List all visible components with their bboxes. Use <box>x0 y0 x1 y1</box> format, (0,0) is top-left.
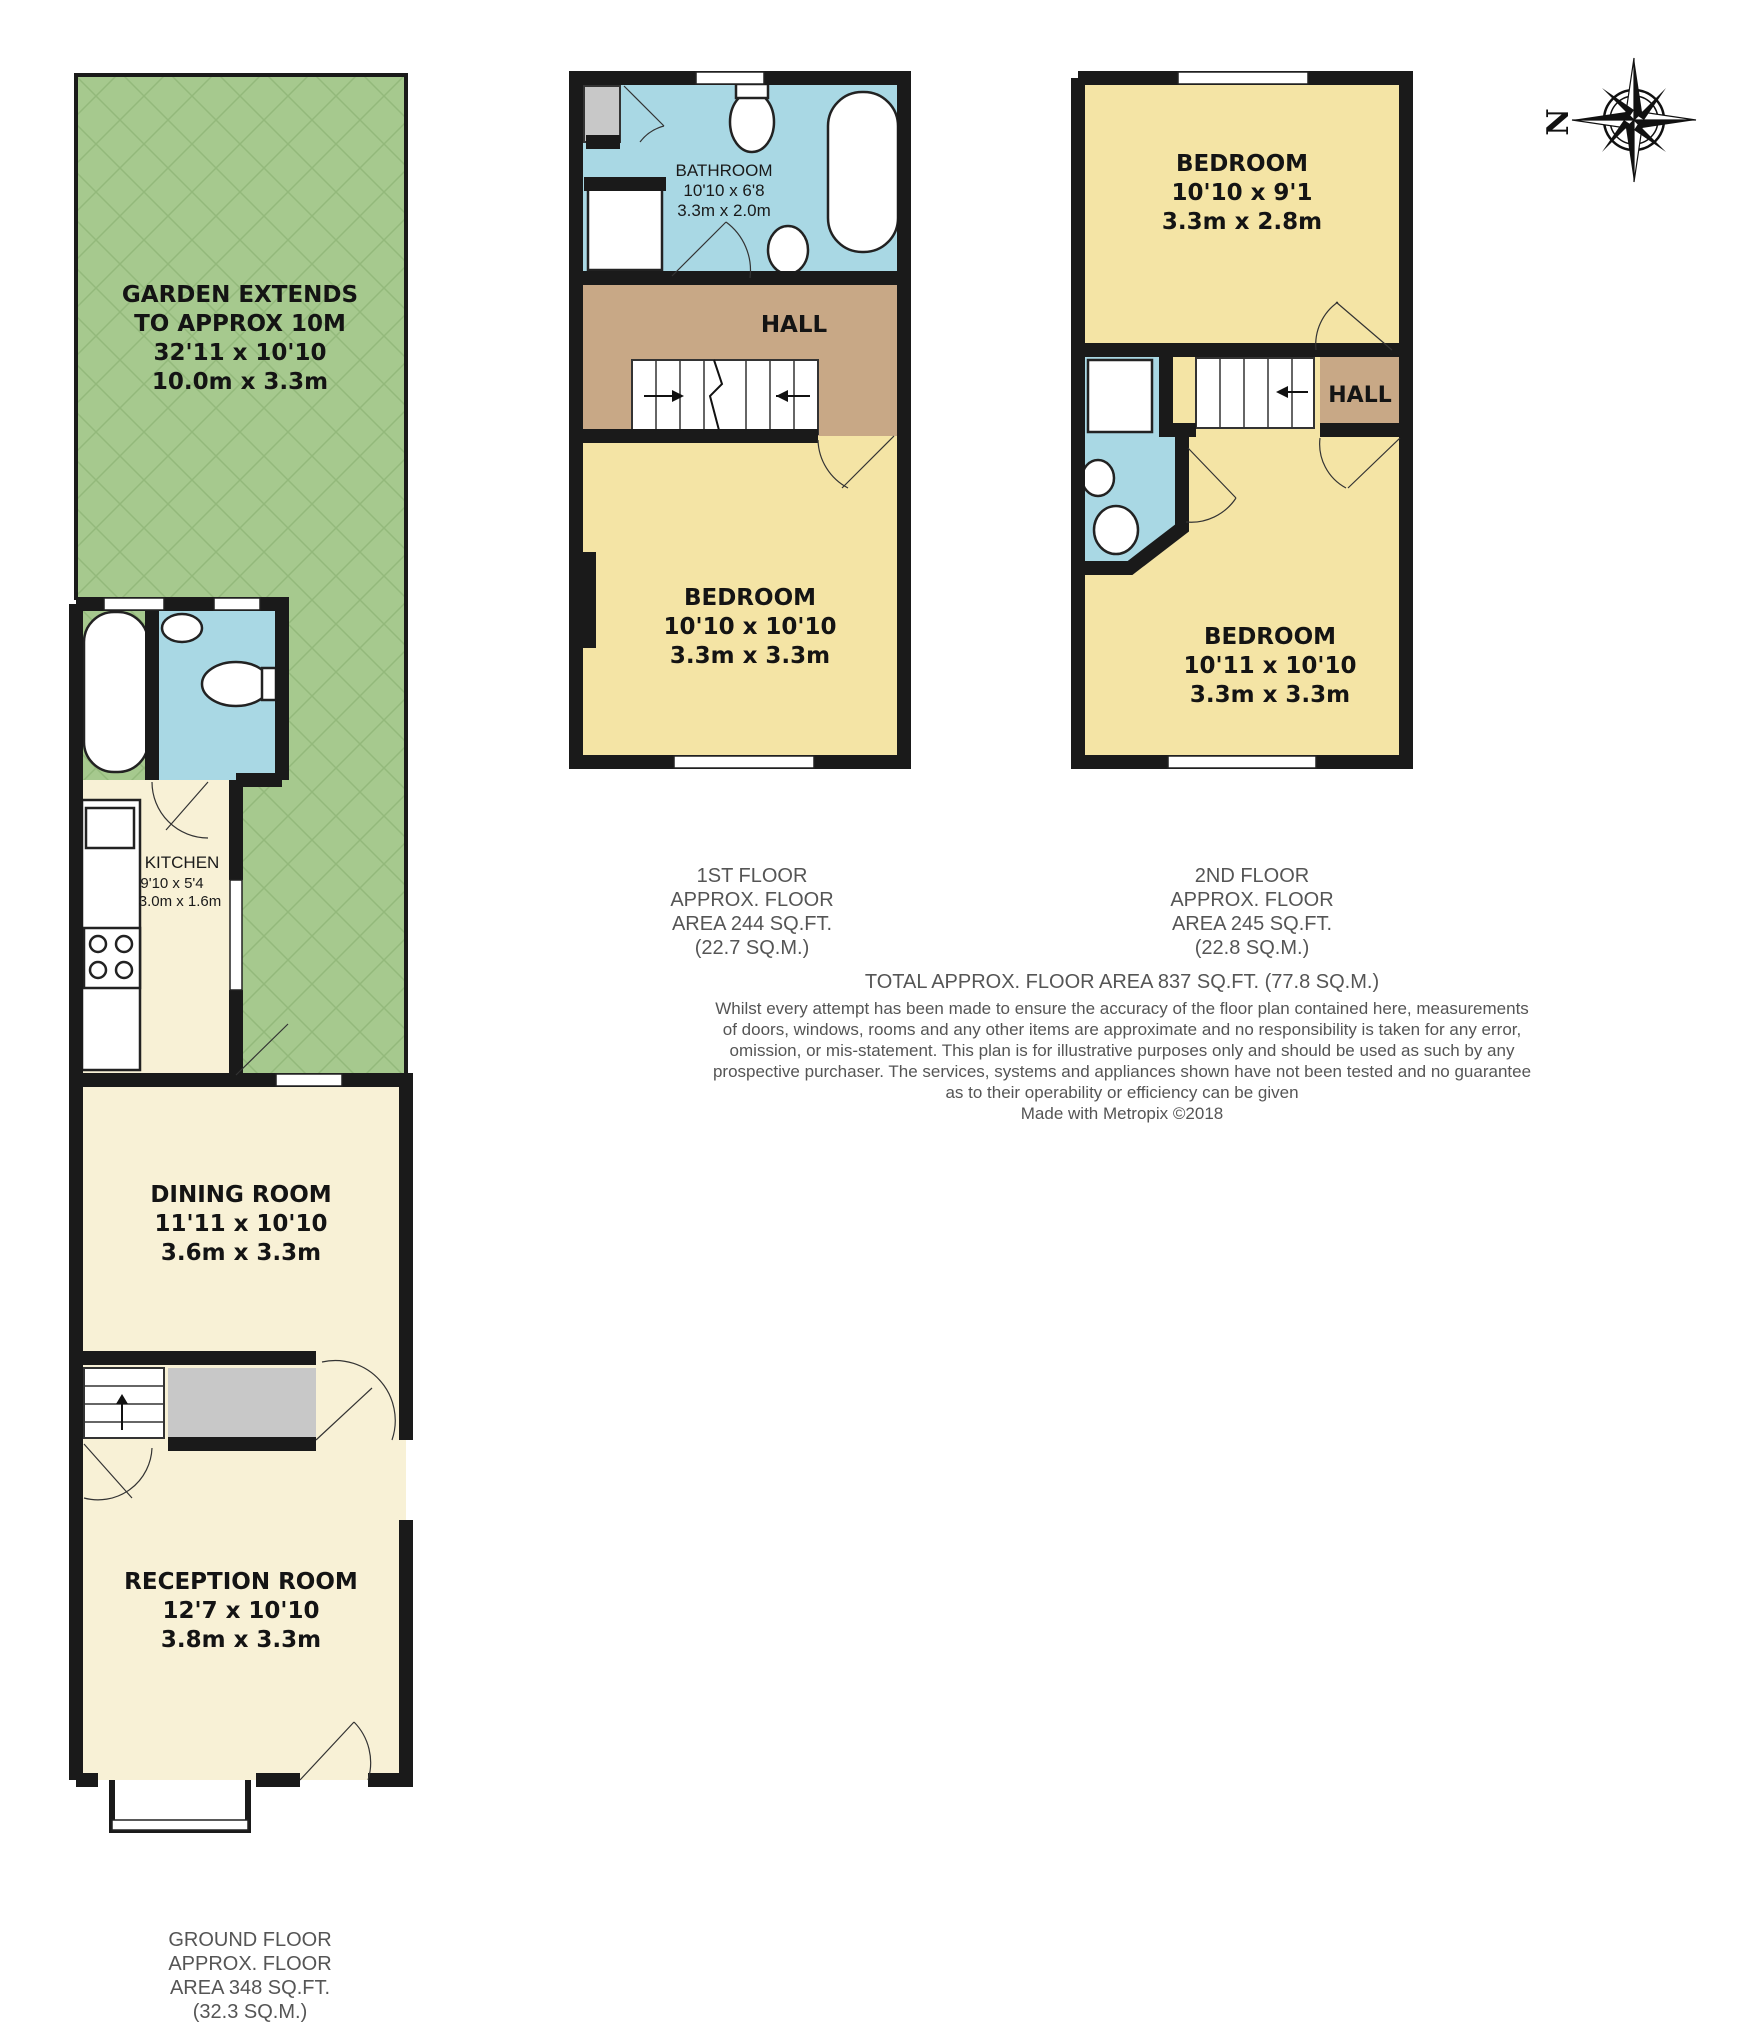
second-caption-line4: (22.8 SQ.M.) <box>1194 937 1310 959</box>
second-bedroom-bottom-label: BEDROOM <box>1203 624 1337 650</box>
first-bathroom-metric: 3.3m x 2.0m <box>677 201 771 220</box>
hob-ring <box>116 962 132 978</box>
ground-floor-plan <box>76 75 406 2023</box>
basin-second-icon <box>1082 460 1114 496</box>
hob-ring <box>116 936 132 952</box>
window-ground-bath-1 <box>104 598 164 610</box>
reception-room-metric: 3.8m x 3.3m <box>160 1627 322 1653</box>
ground-caption-line1: GROUND FLOOR <box>168 1929 332 1951</box>
window-ground-bath-2 <box>214 598 260 610</box>
window-second-top <box>1178 72 1308 84</box>
kitchen-sink-icon <box>86 808 134 848</box>
first-hall-label: HALL <box>760 312 828 338</box>
disclaimer-line5: as to their operability or efficiency can be given <box>945 1083 1299 1102</box>
first-bedroom-metric: 3.3m x 3.3m <box>669 643 831 669</box>
window-kitchen <box>230 880 242 990</box>
bath-tub-first-icon <box>828 92 898 252</box>
disclaimer-line6: Made with Metropix ©2018 <box>1020 1104 1224 1123</box>
second-stairs <box>1196 358 1314 428</box>
dining-room-metric: 3.6m x 3.3m <box>160 1240 322 1266</box>
first-bedroom-label: BEDROOM <box>683 585 817 611</box>
second-bedroom-bottom-metric: 3.3m x 3.3m <box>1189 682 1351 708</box>
first-caption-line2: APPROX. FLOOR <box>670 889 834 911</box>
disclaimer-line3: omission, or mis-statement. This plan is for illustrative purposes only and should be used as such by any <box>729 1041 1515 1060</box>
hob-ring <box>90 962 106 978</box>
window-first-bedroom <box>674 756 814 768</box>
window-second-bottom <box>1168 756 1316 768</box>
total-floor-area: TOTAL APPROX. FLOOR AREA 837 SQ.FT. (77.8 SQ.M.) <box>864 971 1380 993</box>
shower-tray-second-icon <box>1088 360 1152 432</box>
first-bathroom-imperial: 10'10 x 6'8 <box>683 181 765 200</box>
airing-cupboard <box>584 86 620 142</box>
garden-label-imperial: 32'11 x 10'10 <box>153 340 327 366</box>
kitchen-imperial: 9'10 x 5'4 <box>140 875 204 892</box>
bath-tub-ground <box>84 612 148 772</box>
stair-store <box>168 1368 316 1438</box>
basin-first-icon <box>768 226 808 274</box>
shower-tray-icon <box>588 184 662 270</box>
second-bedroom-top-label: BEDROOM <box>1175 151 1309 177</box>
toilet-second-icon <box>1094 506 1138 554</box>
first-floor-plan <box>576 72 904 959</box>
disclaimer-line4: prospective purchaser. The services, systems and appliances shown have not been tested and no guarantee <box>712 1062 1532 1081</box>
ground-caption-line2: APPROX. FLOOR <box>168 1953 332 1975</box>
first-caption-line1: 1ST FLOOR <box>696 865 808 887</box>
toilet-cistern-first <box>736 84 768 98</box>
compass-north-letter: N <box>1541 108 1576 136</box>
second-floor-plan <box>1078 72 1406 959</box>
hob-ring <box>90 936 106 952</box>
ground-caption-line3: AREA 348 SQ.FT. <box>169 1977 331 1999</box>
compass-rose-icon <box>1572 58 1696 182</box>
kitchen-label: KITCHEN <box>144 853 220 872</box>
toilet-first-icon <box>730 92 774 152</box>
dining-room-imperial: 11'11 x 10'10 <box>154 1211 328 1237</box>
chimney-breast <box>576 552 596 648</box>
garden-label-metric: 10.0m x 3.3m <box>151 369 329 395</box>
second-bedroom-bottom-imperial: 10'11 x 10'10 <box>1183 653 1357 679</box>
garden-label-line2: TO APPROX 10M <box>134 311 346 337</box>
disclaimer <box>713 999 1531 1123</box>
second-bedroom-top-metric: 3.3m x 2.8m <box>1161 209 1323 235</box>
kitchen-metric: 3.0m x 1.6m <box>138 893 222 910</box>
first-bedroom-imperial: 10'10 x 10'10 <box>663 614 837 640</box>
first-bathroom-label: BATHROOM <box>675 161 773 180</box>
disclaimer-line2: of doors, windows, rooms and any other items are approximate and no responsibility is taken for any error, <box>722 1020 1522 1039</box>
second-caption-line1: 2ND FLOOR <box>1194 865 1310 887</box>
reception-room-imperial: 12'7 x 10'10 <box>162 1598 320 1624</box>
toilet-ground-icon <box>202 662 270 706</box>
dining-room-label: DINING ROOM <box>150 1182 332 1208</box>
second-bedroom-top-imperial: 10'10 x 9'1 <box>1171 180 1313 206</box>
window-first-bath <box>696 72 764 84</box>
ground-caption-line4: (32.3 SQ.M.) <box>192 2001 308 2023</box>
first-caption-line4: (22.7 SQ.M.) <box>694 937 810 959</box>
second-caption-line3: AREA 245 SQ.FT. <box>1171 913 1333 935</box>
first-caption-line3: AREA 244 SQ.FT. <box>671 913 833 935</box>
first-stairs <box>632 360 818 434</box>
toilet-cistern-ground <box>262 668 276 700</box>
second-caption-line2: APPROX. FLOOR <box>1170 889 1334 911</box>
window-bay <box>112 1820 248 1830</box>
disclaimer-line1: Whilst every attempt has been made to ensure the accuracy of the floor plan contained here, measurements <box>715 999 1529 1018</box>
window-dining <box>276 1074 342 1086</box>
reception-room-label: RECEPTION ROOM <box>124 1569 358 1595</box>
garden-label-line1: GARDEN EXTENDS <box>121 282 359 308</box>
basin-ground-icon <box>162 614 202 642</box>
second-hall-label: HALL <box>1328 383 1392 408</box>
